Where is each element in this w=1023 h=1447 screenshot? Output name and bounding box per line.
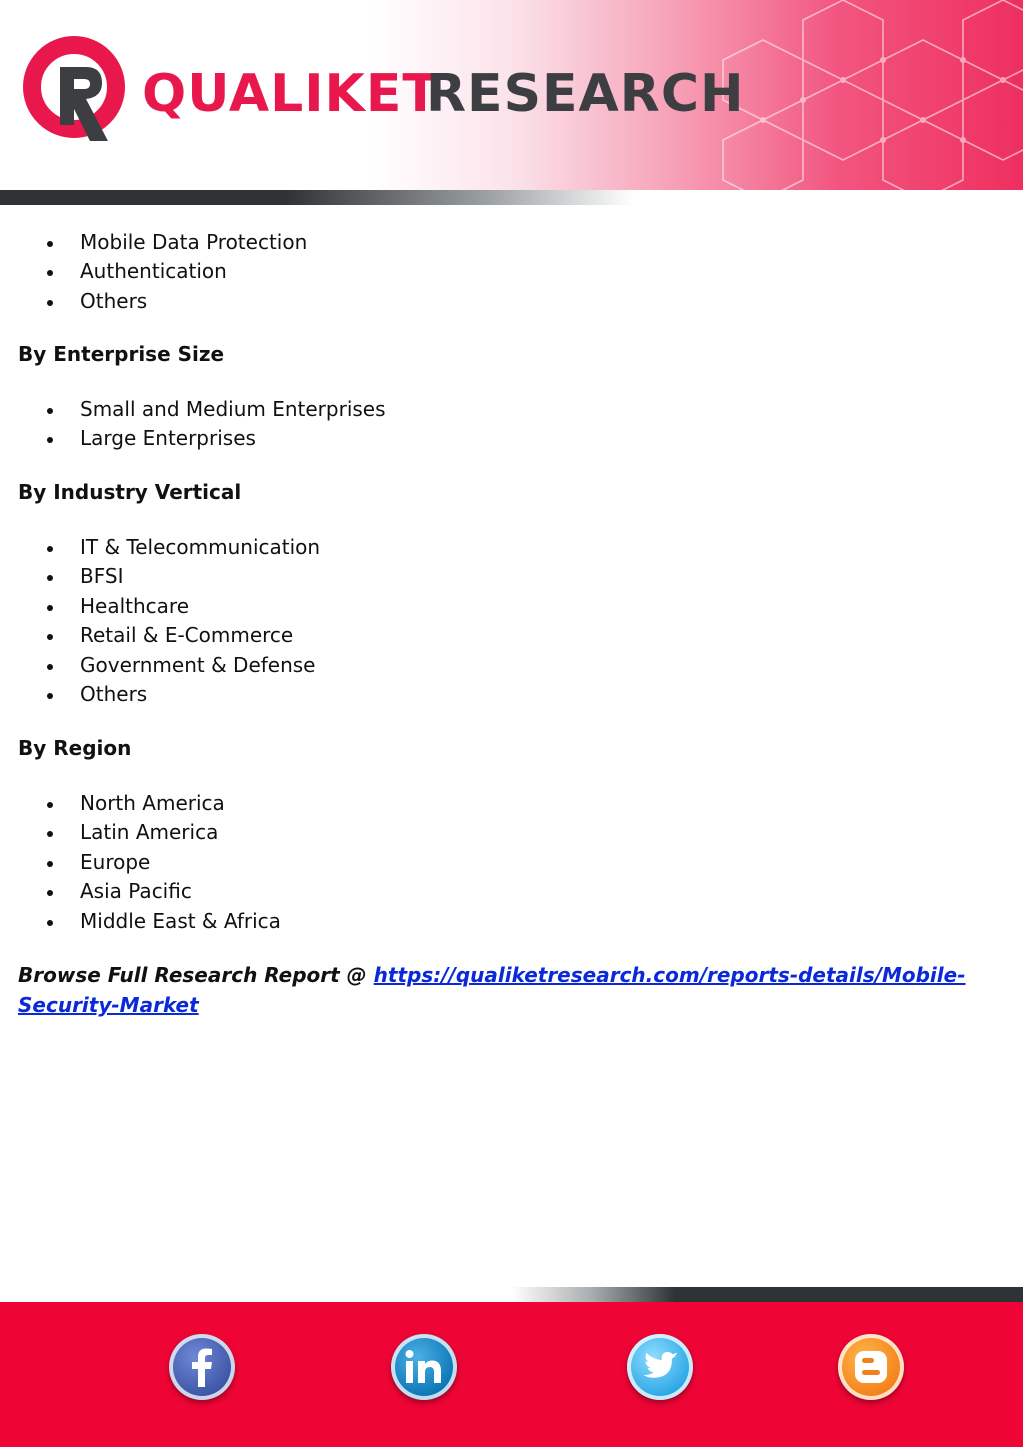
list-item: Mobile Data Protection (0, 228, 307, 257)
report-link[interactable]: https://qualiketresearch.com/reports-details/Mobile-Security-Market (18, 963, 966, 1017)
page-header (0, 0, 1023, 190)
footer-divider-bar (0, 1287, 1023, 1302)
bullet-icon (47, 605, 53, 611)
browse-label: Browse Full Research Report @ (18, 963, 374, 987)
region-heading: By Region (18, 736, 132, 760)
bullet-icon (47, 664, 53, 670)
bullet-icon (47, 861, 53, 867)
list-item: Retail & E-Commerce (0, 621, 320, 650)
brand-name-secondary: RESEARCH (426, 64, 745, 124)
list-item: Authentication (0, 257, 307, 286)
industry-vertical-heading: By Industry Vertical (18, 480, 242, 504)
list-item: Healthcare (0, 592, 320, 621)
bullet-icon (47, 437, 53, 443)
linkedin-icon[interactable] (391, 1334, 457, 1400)
list-item: Europe (0, 848, 281, 877)
bullet-icon (47, 546, 53, 552)
list-item: Latin America (0, 818, 281, 847)
list-item: Large Enterprises (0, 424, 386, 453)
enterprise-size-heading: By Enterprise Size (18, 342, 225, 366)
industry-vertical-list (0, 533, 320, 709)
list-item: North America (0, 789, 281, 818)
bullet-icon (47, 920, 53, 926)
logo-icon (20, 33, 132, 151)
list-item: Middle East & Africa (0, 907, 281, 936)
list-item: Others (0, 287, 307, 316)
brand-name-primary: QUALIKET (142, 64, 439, 124)
bullet-icon (47, 575, 53, 581)
twitter-icon[interactable] (627, 1334, 693, 1400)
list-item: BFSI (0, 562, 320, 591)
list-item: Small and Medium Enterprises (0, 395, 386, 424)
list-item: Asia Pacific (0, 877, 281, 906)
bullet-icon (47, 241, 53, 247)
blogger-icon[interactable] (838, 1334, 904, 1400)
enterprise-size-list (0, 395, 386, 454)
bullet-icon (47, 890, 53, 896)
bullet-icon (47, 802, 53, 808)
list-item: Government & Defense (0, 651, 320, 680)
bullet-icon (47, 634, 53, 640)
browse-report-line (18, 960, 1008, 1020)
bullet-icon (47, 693, 53, 699)
region-list (0, 789, 281, 936)
bullet-icon (47, 831, 53, 837)
bullet-icon (47, 270, 53, 276)
header-divider-bar (0, 190, 1023, 205)
bullet-icon (47, 408, 53, 414)
facebook-icon[interactable] (169, 1334, 235, 1400)
list-item: IT & Telecommunication (0, 533, 320, 562)
list-item: Others (0, 680, 320, 709)
bullet-icon (47, 300, 53, 306)
types-list (0, 228, 307, 316)
